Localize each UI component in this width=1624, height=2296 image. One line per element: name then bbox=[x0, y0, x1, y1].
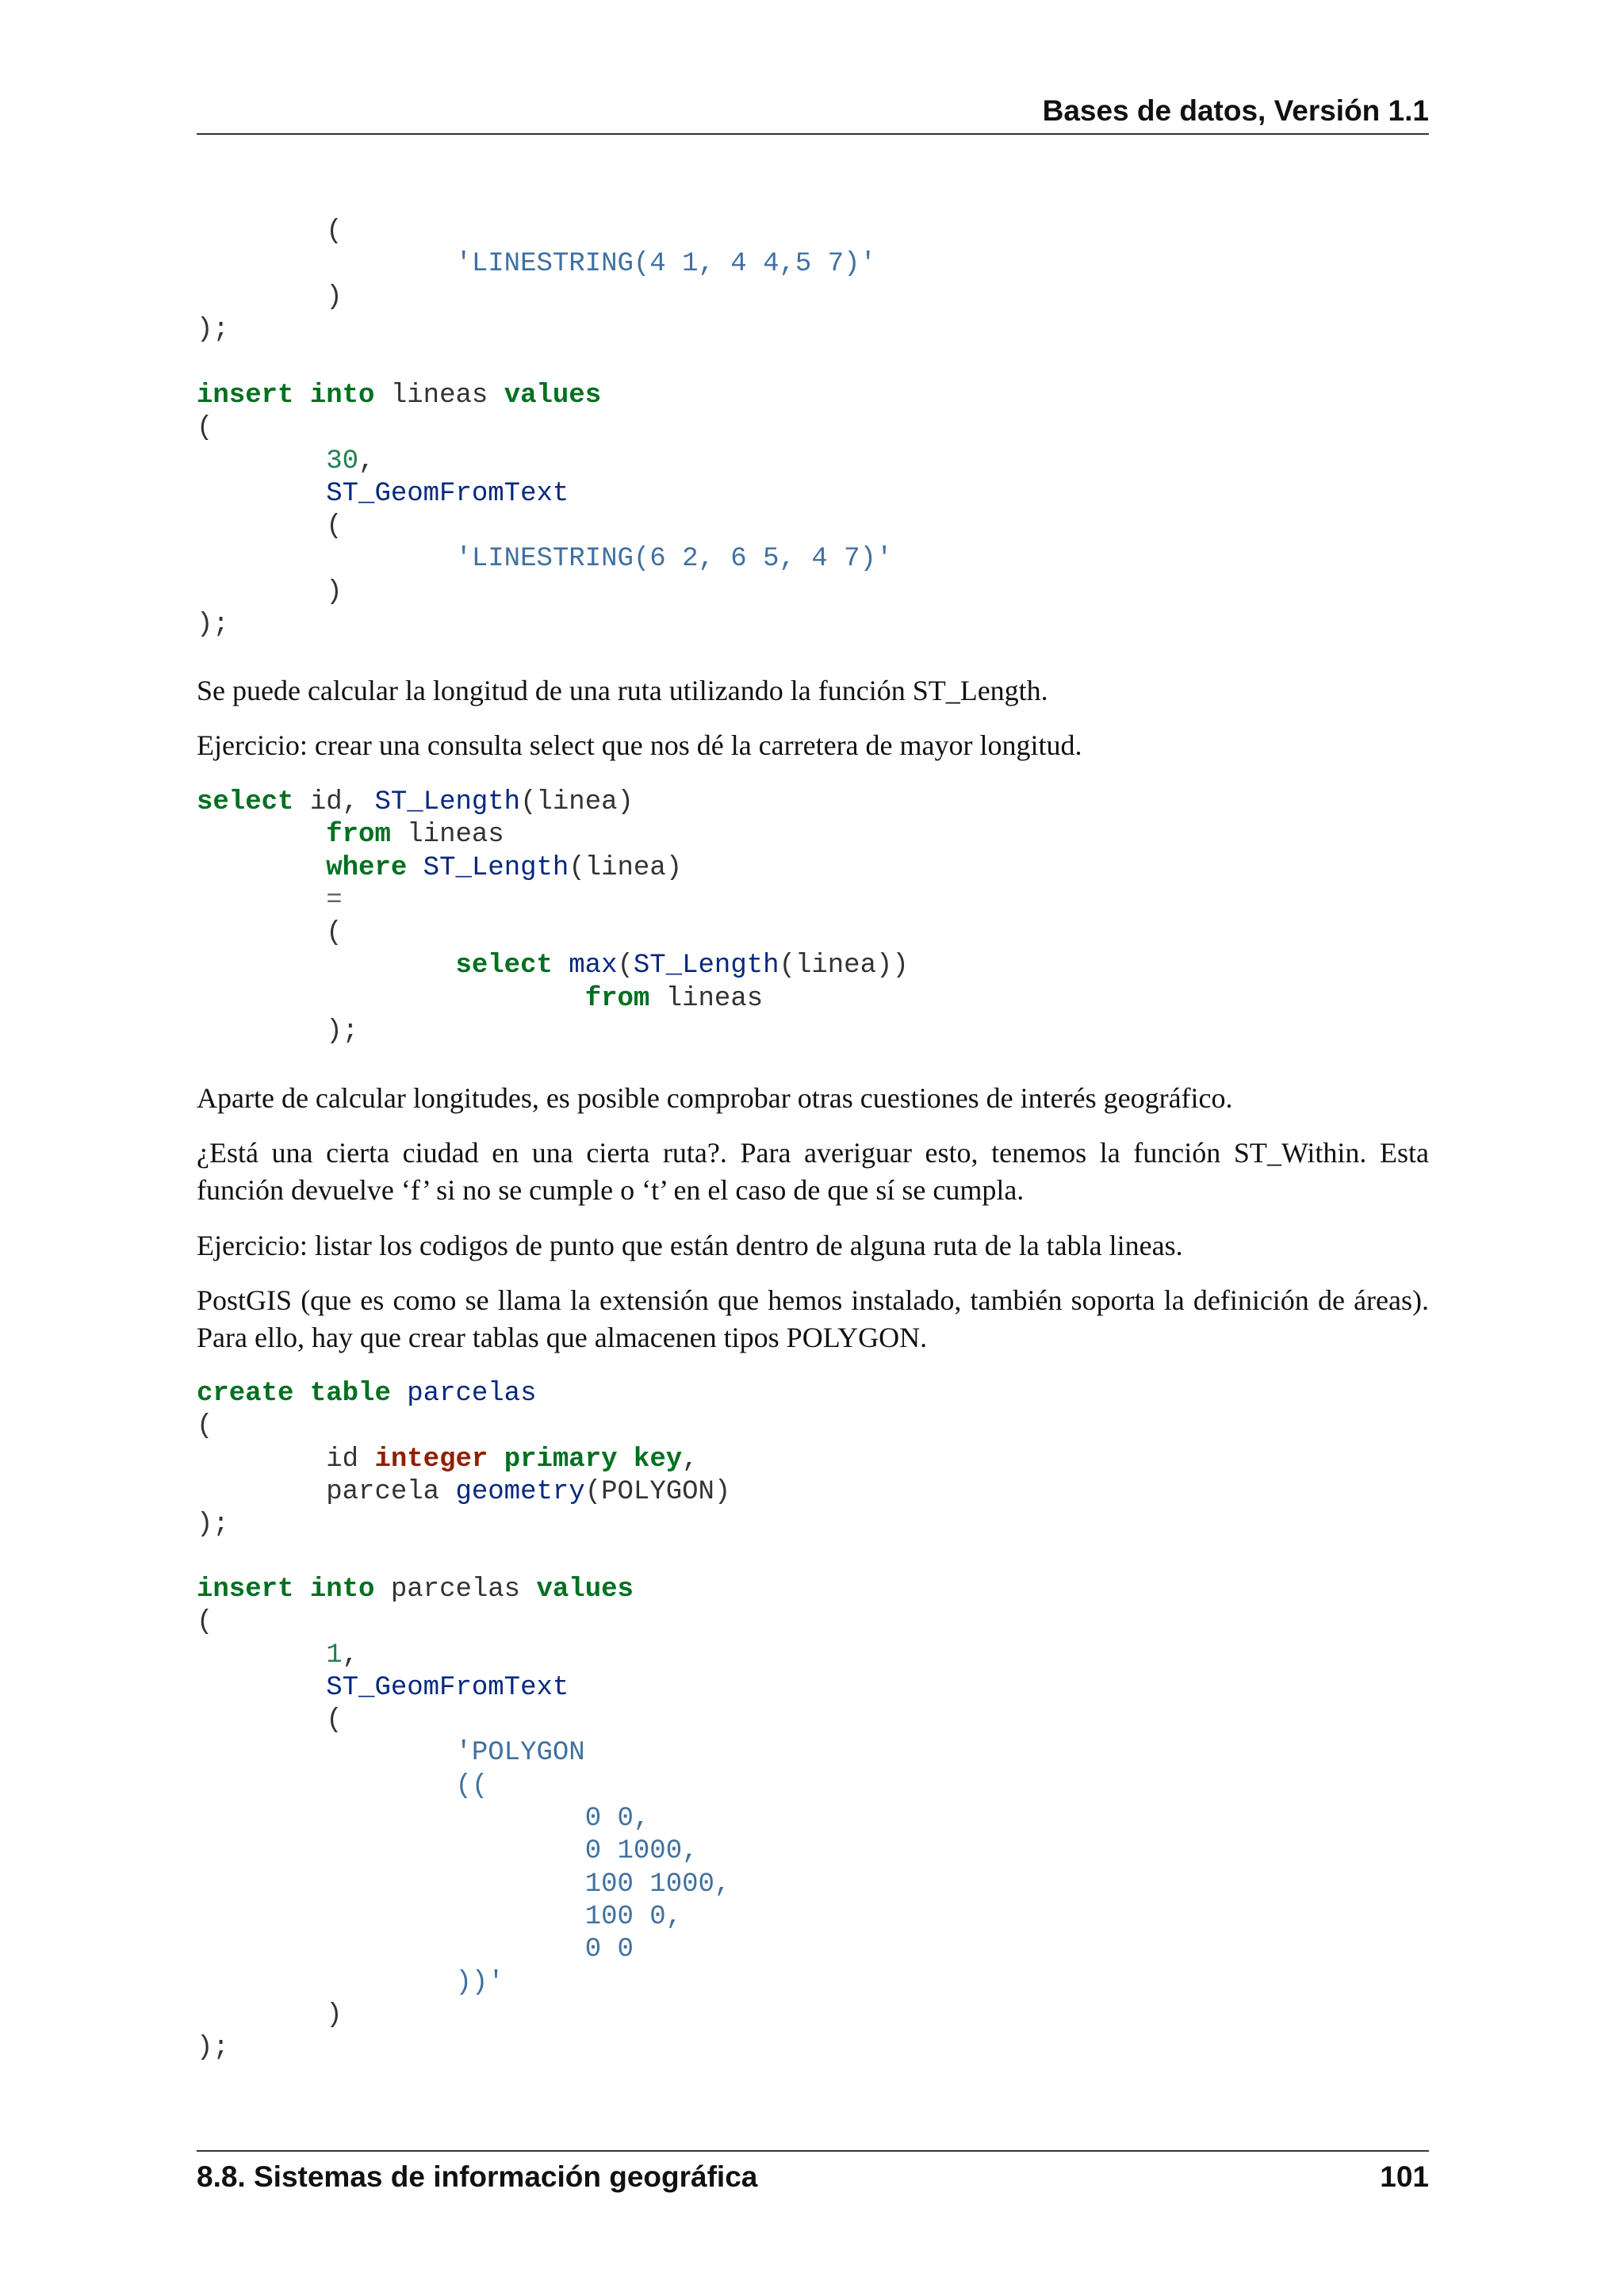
code-token: ) bbox=[326, 1999, 343, 2030]
code-keyword: insert bbox=[197, 1575, 294, 1605]
paragraph-geographic-questions: Aparte de calcular longitudes, es posible comprobar otras cuestiones de interés geográfico. bbox=[197, 1082, 1233, 1114]
paragraph-exercise-points: Ejercicio: listar los codigos de punto que están dentro de alguna ruta de la tabla lineas. bbox=[197, 1230, 1183, 1261]
code-string: 0 0 bbox=[584, 1934, 634, 1965]
code-keyword: into bbox=[309, 381, 375, 411]
code-token: (linea) bbox=[569, 852, 683, 883]
footer-section-title: 8.8. Sistemas de información geográfica bbox=[197, 2160, 758, 2193]
header-rule bbox=[197, 133, 1429, 135]
paragraph-st-length: Se puede calcular la longitud de una ruta utilizando la función ST_Length. bbox=[197, 675, 1048, 706]
code-block-linestring-end bbox=[197, 216, 876, 346]
code-token: ( bbox=[326, 918, 343, 949]
code-number: 1 bbox=[326, 1640, 343, 1670]
code-function: ST_GeomFromText bbox=[326, 1672, 569, 1703]
code-function: max bbox=[569, 951, 618, 982]
paragraph-postgis: PostGIS (que es como se llama la extensión que hemos instalado, también soporta la definición de áreas). Para ello, hay que crear tablas que almacenen tipos POLYGON. bbox=[197, 1284, 1429, 1353]
code-keyword: create bbox=[197, 1379, 294, 1409]
code-number: 30 bbox=[326, 446, 359, 476]
code-token: ) bbox=[326, 281, 343, 312]
code-function: ST_GeomFromText bbox=[326, 478, 569, 509]
code-token: , bbox=[358, 446, 375, 476]
code-string: 100 0, bbox=[584, 1901, 683, 1932]
code-function: geometry bbox=[455, 1476, 585, 1507]
code-function: ST_Length bbox=[423, 852, 569, 883]
code-block-insert-parcelas bbox=[197, 1574, 730, 2064]
code-string: 'LINESTRING(6 2, 6 5, 4 7)' bbox=[455, 544, 893, 575]
code-string: 'LINESTRING(4 1, 4 4,5 7)' bbox=[455, 249, 876, 280]
code-identifier: parcela bbox=[326, 1476, 440, 1507]
page-number: 101 bbox=[1380, 2160, 1429, 2193]
code-keyword: select bbox=[197, 787, 294, 817]
running-header: Bases de datos, Versión 1.1 bbox=[1042, 94, 1429, 127]
code-token: ); bbox=[197, 314, 229, 345]
code-function: ST_Length bbox=[633, 951, 779, 982]
running-footer bbox=[197, 2160, 1429, 2195]
code-token: ( bbox=[326, 511, 343, 542]
code-identifier: id, bbox=[309, 787, 359, 817]
code-keyword: select bbox=[455, 951, 553, 982]
code-keyword: insert bbox=[197, 381, 294, 411]
code-token: ); bbox=[326, 1016, 359, 1047]
code-block-insert-lineas bbox=[197, 380, 892, 641]
code-string: ))' bbox=[455, 1967, 504, 1998]
code-token: , bbox=[682, 1444, 699, 1475]
code-token: ( bbox=[197, 1411, 213, 1442]
code-token: ( bbox=[326, 1705, 343, 1736]
code-token: ) bbox=[326, 576, 343, 607]
code-keyword: table bbox=[309, 1379, 391, 1409]
code-type: integer bbox=[374, 1444, 488, 1475]
code-keyword: values bbox=[536, 1575, 634, 1605]
code-token: (linea)) bbox=[779, 951, 909, 982]
code-keyword: primary bbox=[504, 1444, 618, 1475]
code-token: ); bbox=[197, 2033, 229, 2064]
code-identifier: id bbox=[326, 1444, 359, 1475]
code-string: 0 0, bbox=[584, 1804, 650, 1835]
code-block-select-longest bbox=[197, 786, 909, 1048]
paragraph-exercise-longest-road: Ejercicio: crear una consulta select que nos dé la carretera de mayor longitud. bbox=[197, 729, 1082, 761]
code-keyword: from bbox=[326, 820, 391, 851]
code-keyword: key bbox=[633, 1444, 683, 1475]
code-token: , bbox=[342, 1640, 359, 1670]
code-string: 'POLYGON bbox=[455, 1738, 585, 1769]
footer-rule bbox=[197, 2150, 1429, 2152]
code-keyword: into bbox=[309, 1575, 375, 1605]
code-token: ( bbox=[197, 413, 213, 444]
code-string: (( bbox=[455, 1770, 488, 1801]
code-identifier: lineas bbox=[665, 983, 764, 1014]
code-token: ( bbox=[197, 1607, 213, 1638]
code-token: ); bbox=[197, 1510, 229, 1540]
code-keyword: where bbox=[326, 852, 408, 883]
code-token: (POLYGON) bbox=[584, 1476, 731, 1507]
code-identifier: lineas bbox=[390, 381, 488, 411]
paragraph-st-within: ¿Está una cierta ciudad en una cierta ruta?. Para averiguar esto, tenemos la función ST_Within. Esta función devuelve ‘f’ si no se cumple o ‘t’ en el caso de que sí se cumpla. bbox=[197, 1137, 1429, 1206]
code-identifier: parcelas bbox=[407, 1379, 537, 1409]
code-string: 0 1000, bbox=[584, 1836, 699, 1867]
code-token: ( bbox=[326, 216, 343, 247]
code-keyword: values bbox=[504, 381, 602, 411]
code-token: ); bbox=[197, 610, 229, 641]
code-token: (linea) bbox=[520, 787, 634, 817]
code-function: ST_Length bbox=[374, 787, 521, 817]
code-block-create-parcelas bbox=[197, 1378, 730, 1541]
code-operator: = bbox=[326, 885, 343, 916]
code-identifier: parcelas bbox=[390, 1575, 521, 1605]
code-token: ( bbox=[617, 951, 634, 982]
code-string: 100 1000, bbox=[584, 1869, 731, 1900]
code-keyword: from bbox=[584, 983, 650, 1014]
code-identifier: lineas bbox=[407, 820, 504, 851]
